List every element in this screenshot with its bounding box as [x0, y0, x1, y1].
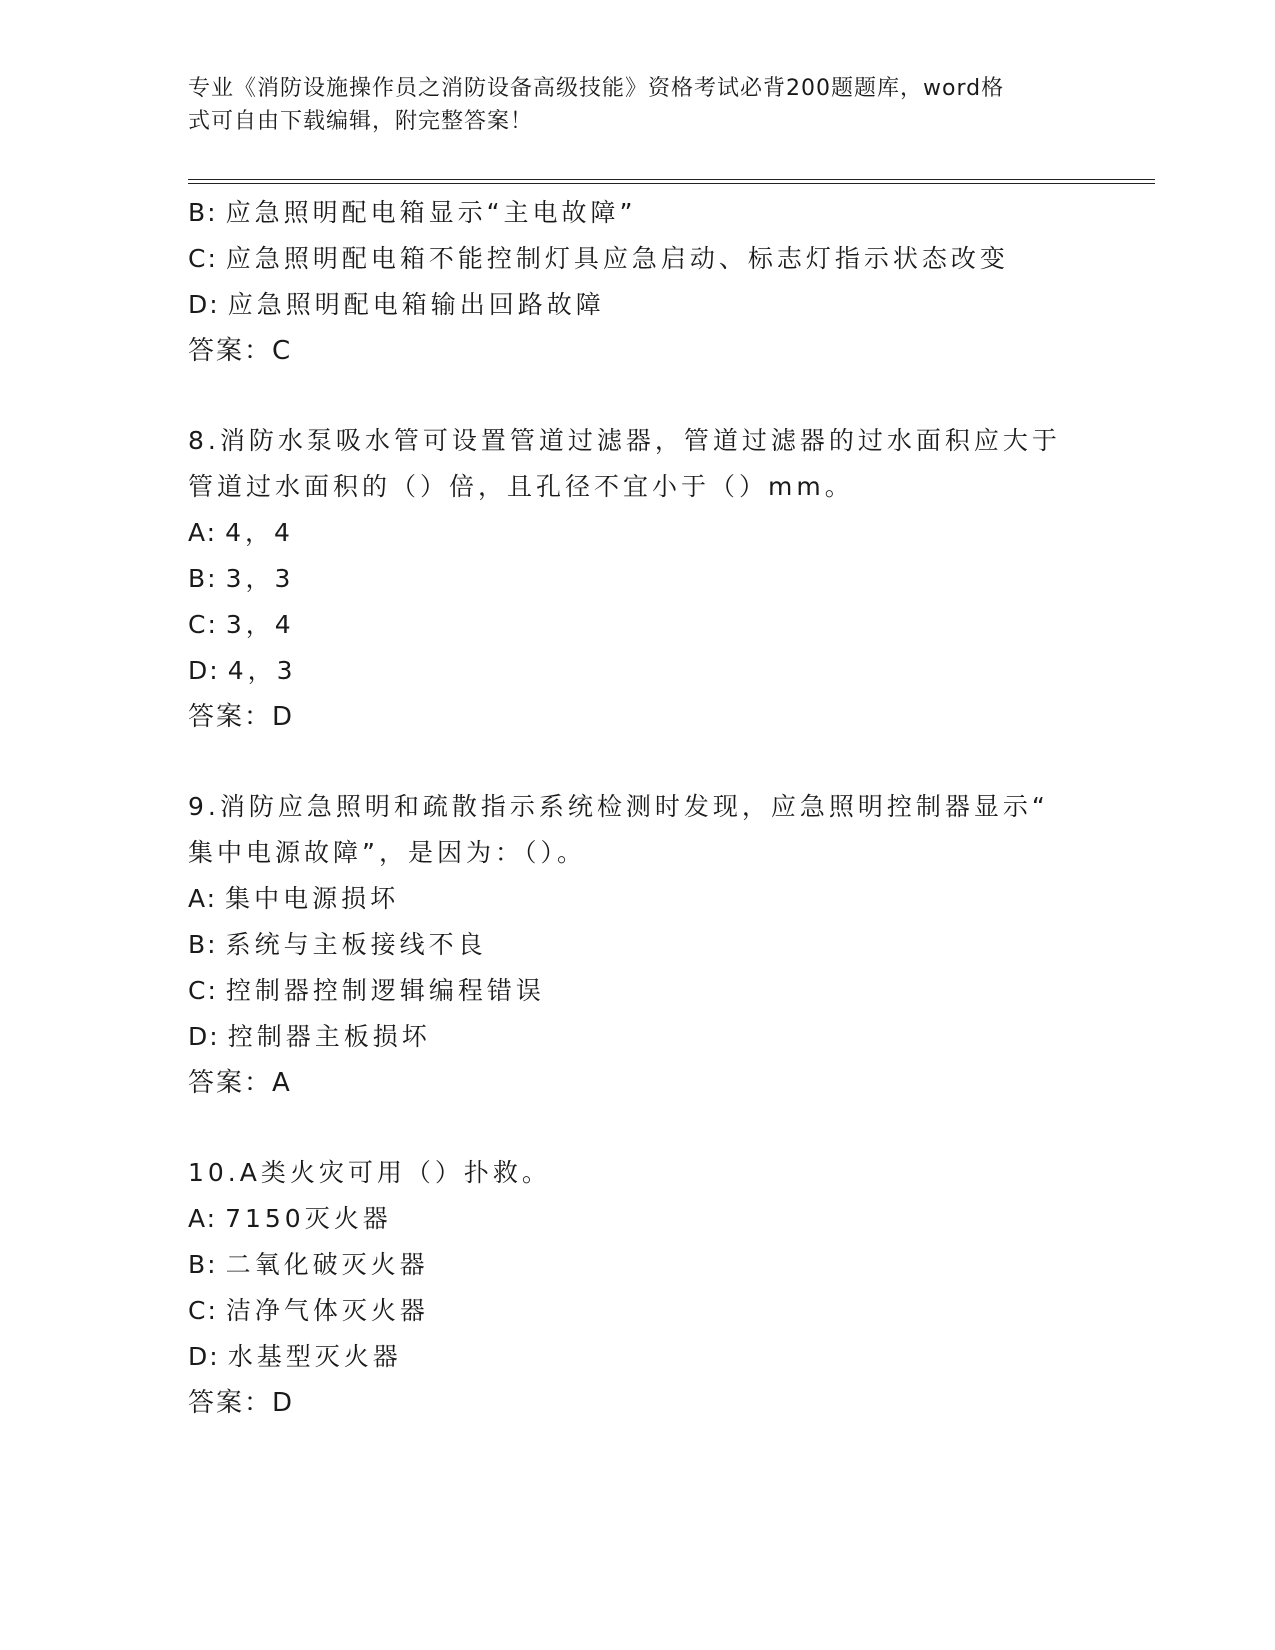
document-header — [188, 72, 1068, 138]
option-d: D: 4，3 — [188, 656, 297, 685]
option-d: D: 应急照明配电箱输出回路故障 — [188, 290, 605, 319]
option-a: A: 7150灭火器 — [188, 1204, 392, 1233]
question-list — [188, 190, 1088, 1426]
spacer — [188, 374, 1088, 418]
option-c: C: 控制器控制逻辑编程错误 — [188, 976, 545, 1005]
option-b: B: 3，3 — [188, 564, 295, 593]
question-9 — [188, 784, 1088, 1106]
header-line-2: 式可自由下载编辑，附完整答案！ — [188, 109, 534, 134]
option-a: A: 集中电源损坏 — [188, 884, 400, 913]
header-divider — [188, 179, 1155, 184]
question-text-line-1: 8.消防水泵吸水管可设置管道过滤器，管道过滤器的过水面积应大于 — [188, 426, 1061, 455]
question-text-line-2: 集中电源故障”，是因为：（）。 — [188, 838, 586, 867]
question-8 — [188, 418, 1088, 740]
question-7-tail — [188, 190, 1088, 374]
question-text-line-1: 9.消防应急照明和疏散指示系统检测时发现，应急照明控制器显示“ — [188, 792, 1049, 821]
spacer — [188, 740, 1088, 784]
answer: 答案：A — [188, 1068, 292, 1098]
option-b: B: 应急照明配电箱显示“主电故障” — [188, 198, 637, 227]
option-b: B: 二氧化破灭火器 — [188, 1250, 429, 1279]
option-c: C: 3，4 — [188, 610, 295, 639]
spacer — [188, 1106, 1088, 1150]
header-line-1: 专业《消防设施操作员之消防设备高级技能》资格考试必背200题题库，word格 — [188, 76, 1005, 101]
option-d: D: 水基型灭火器 — [188, 1342, 402, 1371]
option-c: C: 洁净气体灭火器 — [188, 1296, 429, 1325]
option-d: D: 控制器主板损坏 — [188, 1022, 431, 1051]
option-a: A: 4，4 — [188, 518, 294, 547]
question-text-line-2: 管道过水面积的（）倍，且孔径不宜小于（）mm。 — [188, 472, 854, 501]
option-c: C: 应急照明配电箱不能控制灯具应急启动、标志灯指示状态改变 — [188, 244, 1009, 273]
answer: 答案：C — [188, 336, 293, 366]
answer: 答案：D — [188, 1388, 295, 1418]
question-text-line-1: 10.A类火灾可用（）扑救。 — [188, 1158, 551, 1187]
option-b: B: 系统与主板接线不良 — [188, 930, 487, 959]
answer: 答案：D — [188, 702, 295, 732]
question-10 — [188, 1150, 1088, 1426]
